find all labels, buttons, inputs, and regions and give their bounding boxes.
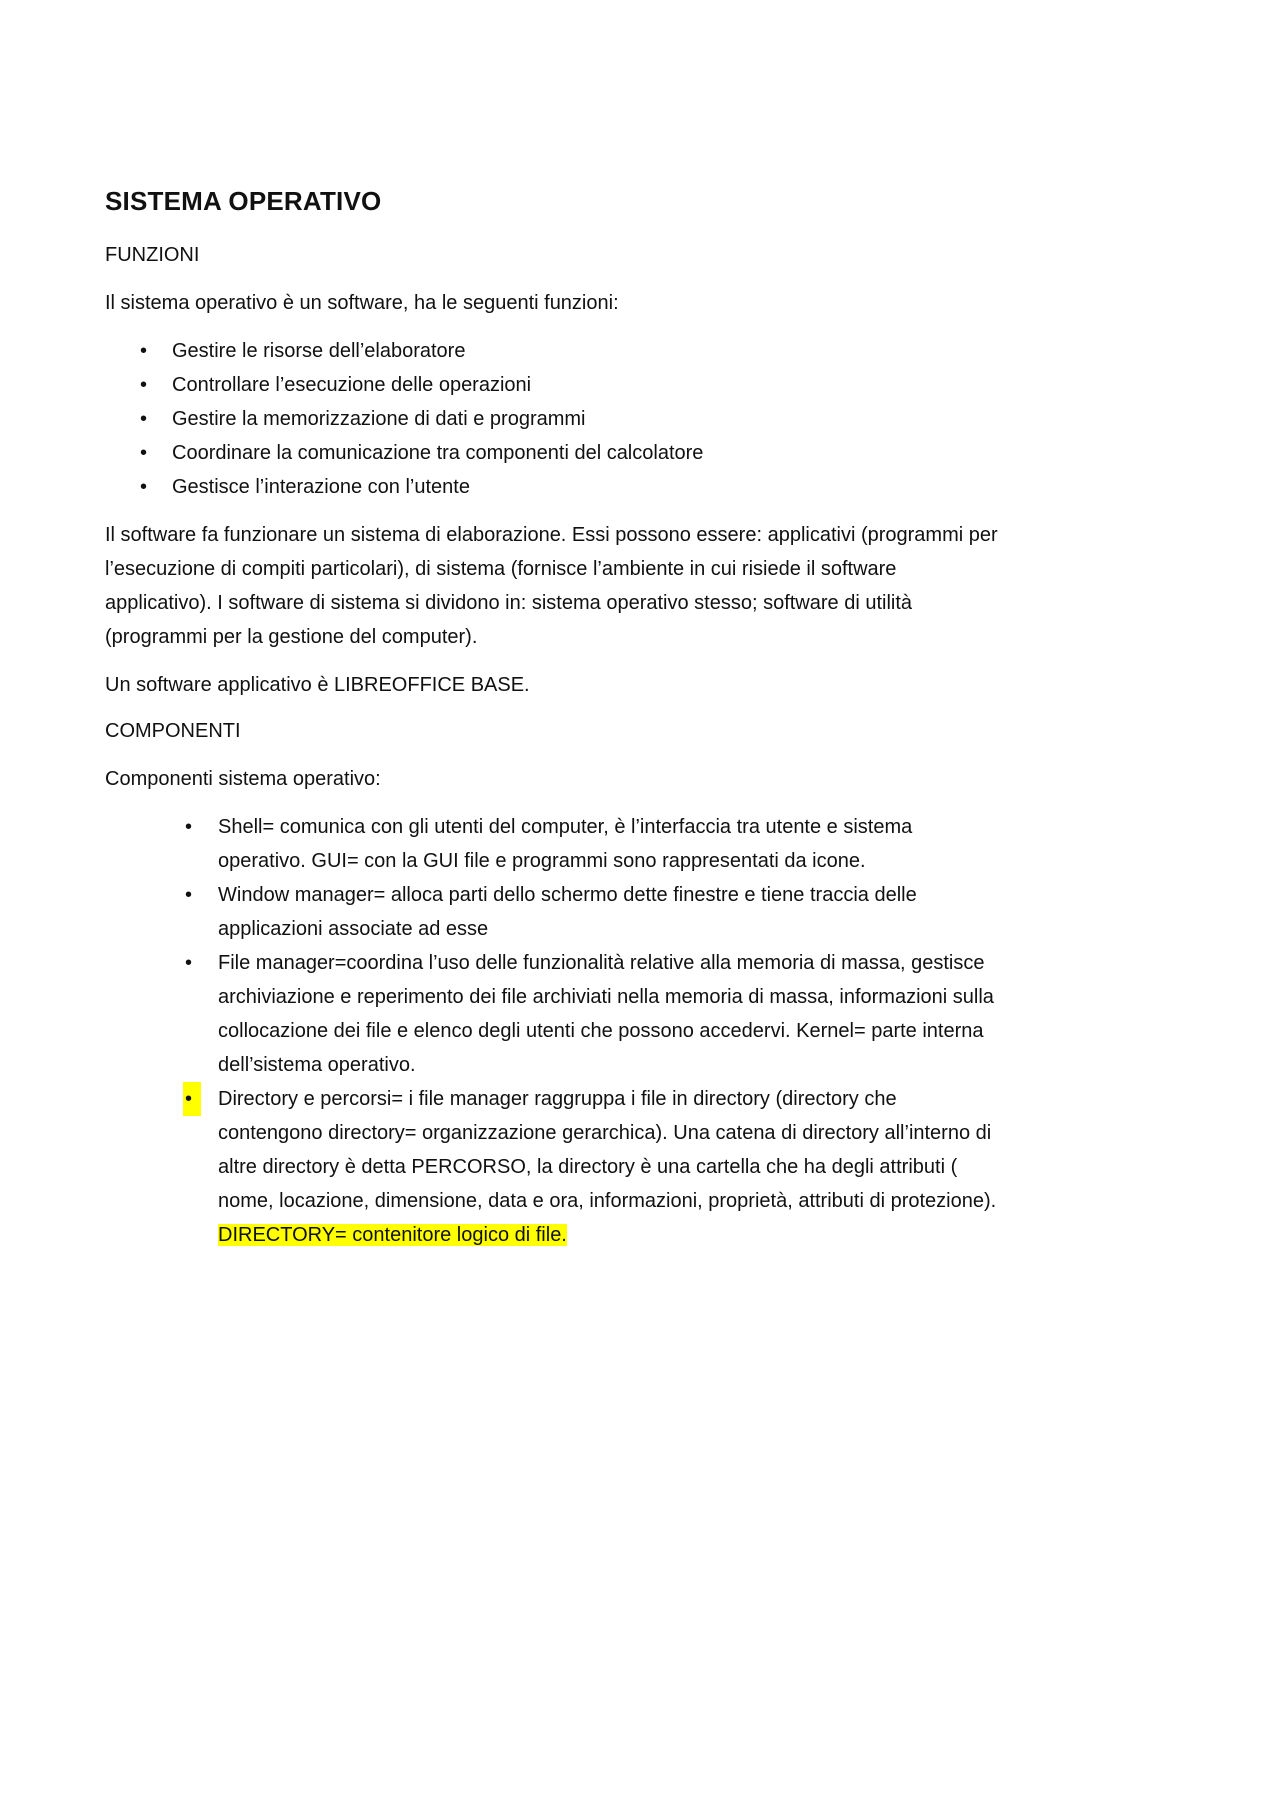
list-item [185, 810, 1000, 878]
list-item [140, 402, 1000, 436]
list-item [140, 334, 1000, 368]
highlighted-bullet-icon: • [185, 1082, 218, 1116]
directory-plain-text: Directory e percorsi= i file manager raggruppa i file in directory (directory che contengono directory= organizzazione gerarchica). Una catena di directory all’interno di altre directory è detta PERCORSO, la directory è una cartella che ha degli attributi ( nome, locazione, dimensione, data e ora, informazioni, proprietà, attributi di protezione). [218, 1088, 997, 1212]
list-item-text: Gestisce l’interazione con l’utente [172, 476, 470, 498]
bullet-icon: • [140, 374, 148, 396]
list-item [140, 470, 1000, 504]
list-item-text: Gestire le risorse dell’elaboratore [172, 340, 466, 362]
bullet-icon: • [185, 952, 193, 974]
bullet-icon: • [140, 408, 148, 430]
funzioni-list [105, 334, 1000, 504]
page-title: SISTEMA OPERATIVO [105, 186, 382, 216]
list-item [185, 946, 1000, 1082]
bullet-icon: • [185, 884, 193, 906]
bullet-icon: • [140, 476, 148, 498]
software-paragraph: Il software fa funzionare un sistema di elaborazione. Essi possono essere: applicativi (programmi per l’esecuzione di compiti particolari), di sistema (fornisce l’ambiente in cui risiede il software applicativo). I software di sistema si dividono in: sistema operativo stesso; software di utilità (programmi per la gestione del computer). [105, 524, 998, 648]
list-item-text: Window manager= alloca parti dello schermo dette finestre e tiene traccia delle applicazioni associate ad esse [218, 884, 917, 940]
componenti-list [105, 810, 1000, 1252]
list-item-text: Gestire la memorizzazione di dati e programmi [172, 408, 586, 430]
libreoffice-paragraph: Un software applicativo è LIBREOFFICE BASE. [105, 674, 530, 696]
list-item-text: Controllare l’esecuzione delle operazioni [172, 374, 532, 396]
funzioni-intro-paragraph: Il sistema operativo è un software, ha le seguenti funzioni: [105, 292, 619, 314]
heading-funzioni: FUNZIONI [105, 244, 200, 266]
list-item [140, 436, 1000, 470]
list-item-text: Shell= comunica con gli utenti del computer, è l’interfaccia tra utente e sistema operativo. GUI= con la GUI file e programmi sono rappresentati da icone. [218, 816, 913, 872]
bullet-icon: • [185, 816, 193, 838]
list-item-text: Coordinare la comunicazione tra componenti del calcolatore [172, 442, 704, 464]
heading-componenti: COMPONENTI [105, 720, 241, 742]
list-item [185, 878, 1000, 946]
directory-highlighted-text: DIRECTORY= contenitore logico di file. [218, 1224, 567, 1246]
list-item [140, 368, 1000, 402]
bullet-icon: • [140, 442, 148, 464]
list-item-text: File manager=coordina l’uso delle funzionalità relative alla memoria di massa, gestisce archiviazione e reperimento dei file archiviati nella memoria di massa, informazioni sulla collocazione dei file e elenco degli utenti che possono accedervi. Kernel= parte interna dell’sistema operativo. [218, 952, 994, 1076]
list-item-text [218, 1082, 1000, 1252]
list-item-directory [185, 1082, 1000, 1252]
document-body [105, 186, 1000, 1252]
bullet-icon: • [140, 340, 148, 362]
componenti-intro-paragraph: Componenti sistema operativo: [105, 768, 381, 790]
